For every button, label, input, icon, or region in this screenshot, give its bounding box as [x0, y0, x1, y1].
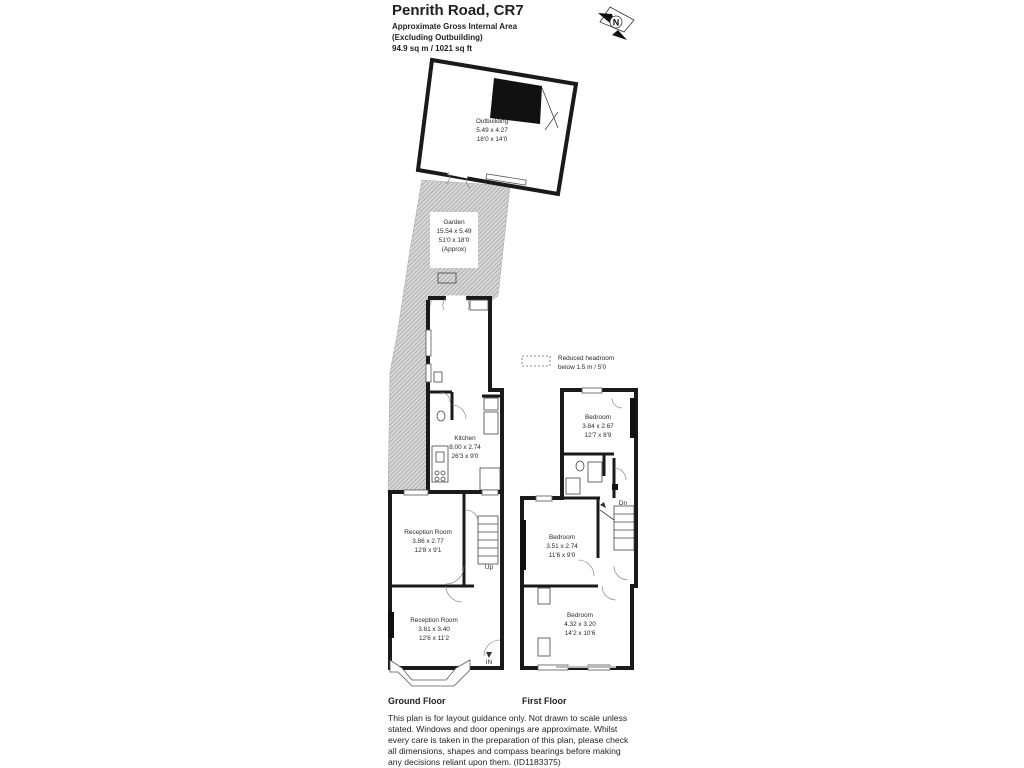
ground-floor-label: Ground Floor: [388, 696, 446, 706]
bedroom-middle-metric: 3.51 x 2.74: [546, 543, 578, 550]
kitchen-counter: [432, 446, 448, 482]
gross-area-label: Approximate Gross Internal Area: [392, 22, 518, 31]
outbuilding-exclusion-note: (Excluding Outbuilding): [392, 33, 483, 42]
garden-name: Garden: [443, 219, 465, 226]
kitchen-area: [426, 298, 502, 493]
outbuilding-name: Outbuilding: [475, 118, 509, 125]
garden-metric: 15.54 x 5.49: [436, 228, 472, 235]
property-title: Penrith Road, CR7: [392, 2, 524, 19]
kitchen-window-west: [426, 330, 431, 356]
ground-floor-main: [388, 490, 502, 686]
garden-note: (Approx): [441, 246, 467, 253]
reception-rear-name: Reception Room: [404, 529, 452, 536]
reception-front-imperial: 12'6 x 11'2: [418, 635, 450, 642]
kitchen-metric: 8.00 x 2.74: [449, 444, 481, 451]
bedroom-rear-imperial: 12'7 x 8'9: [584, 432, 612, 439]
compass-icon: [598, 7, 634, 40]
kitchen-name: Kitchen: [454, 435, 476, 442]
bay-window: [390, 660, 470, 686]
disclaimer-line: stated. Windows and door openings are approximate. Whilst: [388, 724, 618, 734]
kitchen-imperial: 26'3 x 9'0: [451, 453, 479, 460]
bedroom-front-metric: 4.32 x 3.20: [564, 621, 596, 628]
disclaimer-line: every care is taken in the preparation of this plan, please check: [388, 735, 629, 745]
compass-north-letter: N: [612, 17, 620, 28]
disclaimer-line: any decisions reliant upon them. (ID1183375): [388, 757, 561, 767]
disclaimer: [388, 713, 628, 768]
reception-front-name: Reception Room: [410, 617, 458, 624]
disclaimer-line: This plan is for layout guidance only. Not drawn to scale unless: [388, 713, 628, 723]
first-floor-label: First Floor: [522, 696, 567, 706]
reception-rear-metric: 3.86 x 2.77: [412, 538, 444, 545]
up-marker: Up: [484, 564, 494, 571]
outbuilding-metric: 5.49 x 4.27: [476, 127, 508, 134]
entrance-marker: IN: [485, 659, 493, 666]
disclaimer-line: all dimensions, shapes and compass bearings before making: [388, 746, 621, 756]
outbuilding-imperial: 18'0 x 14'0: [476, 136, 508, 143]
bedroom-front-name: Bedroom: [567, 612, 593, 619]
legend-line-1: Reduced headroom: [558, 355, 615, 362]
legend-line-2: below 1.5 m / 5'0: [558, 364, 607, 371]
first-floor-stair: [614, 506, 634, 550]
entrance-arrow-icon: [486, 652, 492, 658]
toilet-icon: [437, 411, 445, 421]
reduced-headroom-swatch: [522, 356, 550, 366]
dn-marker: Dn: [618, 500, 628, 507]
bedroom-middle-imperial: 11'6 x 9'0: [548, 552, 576, 559]
bedroom-front-imperial: 14'2 x 10'6: [564, 630, 596, 637]
garden-imperial: 51'0 x 18'0: [438, 237, 470, 244]
reception-rear-imperial: 12'8 x 9'1: [414, 547, 442, 554]
reception-front-metric: 3.81 x 3.40: [418, 626, 450, 633]
bedroom-rear-metric: 3.84 x 2.67: [582, 423, 614, 430]
gross-area-value: 94.9 sq m / 1021 sq ft: [392, 44, 473, 53]
bedroom-rear-name: Bedroom: [585, 414, 611, 421]
bedroom-middle-name: Bedroom: [549, 534, 575, 541]
